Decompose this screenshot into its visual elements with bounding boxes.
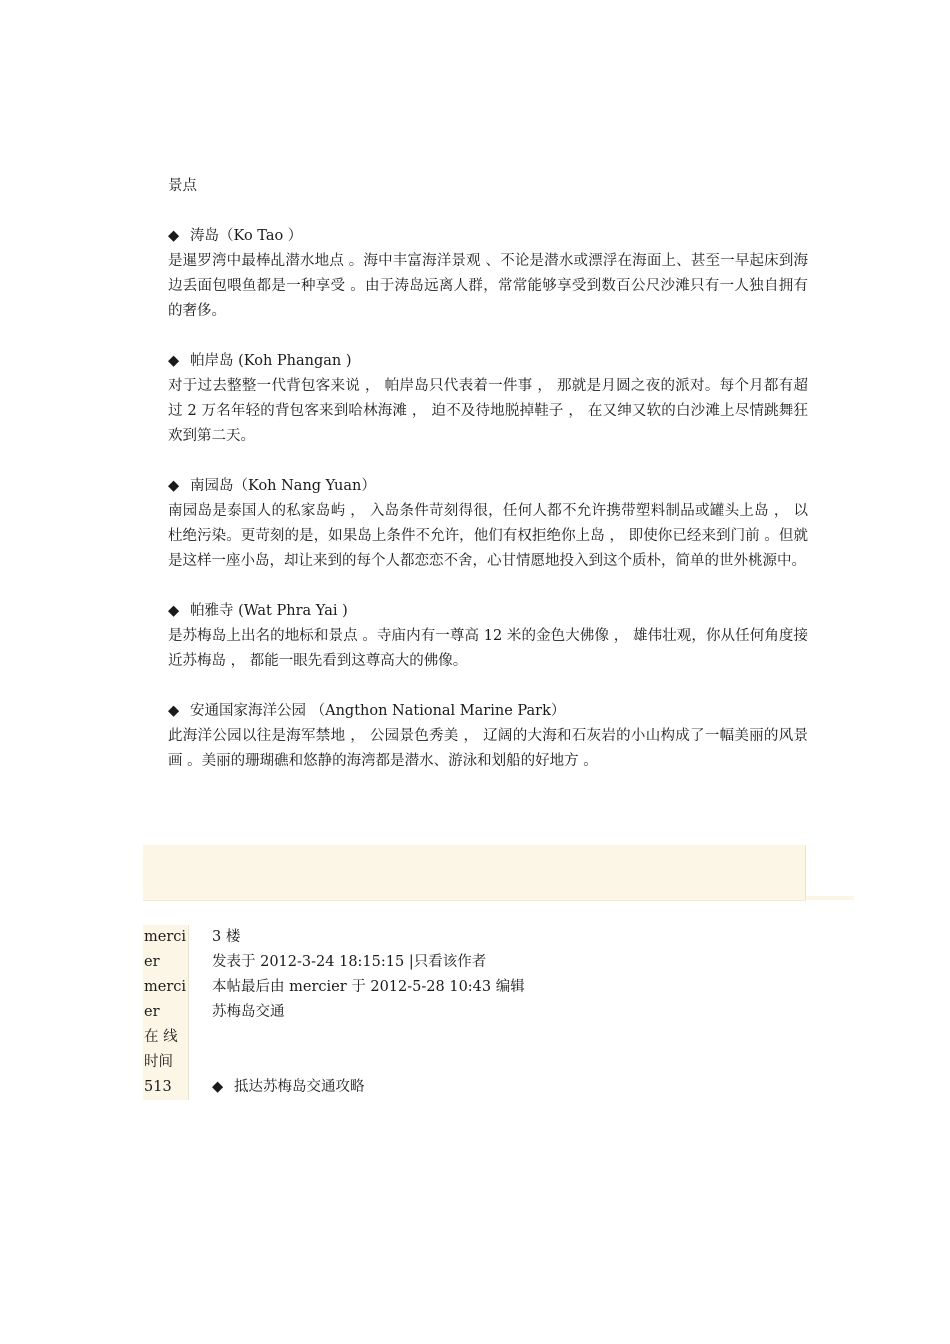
diamond-bullet-icon: ◆ <box>168 703 180 719</box>
edit-notice: 本帖最后由 mercier 于 2012-5-28 10:43 编辑 <box>212 979 525 995</box>
post-heading: ◆ 抵达苏梅岛交通攻略 <box>212 1075 812 1100</box>
diamond-bullet-icon: ◆ <box>168 228 180 244</box>
post-subject: 苏梅岛交通 <box>212 1004 285 1020</box>
author-name-cont[interactable]: er <box>144 954 160 970</box>
online-time-label: 在 线 <box>144 1029 178 1045</box>
attraction-description: 南园岛是泰国人的私家岛屿 ， 入岛条件苛刻得很，任何人都不允许携带塑料制品或罐头上岛 ， 以杜绝污染。更苛刻的是，如果岛上条件不允许，他们有权拒绝你上岛 ， 即使你已经来到门前 。但就是这样一座小岛，却让来到的每个人都恋恋不舍，心甘情愿地投入到这个质朴，简单的世外桃源中。 <box>168 503 808 569</box>
diamond-bullet-icon: ◆ <box>212 1079 224 1095</box>
post-divider-band <box>143 845 806 901</box>
section-title: 景点 <box>168 178 197 194</box>
attraction-title: ◆ 帕岸岛 (Koh Phangan ) <box>168 349 808 374</box>
attraction-koh-nang-yuan <box>168 474 808 574</box>
post-divider-band-tail <box>806 896 854 900</box>
diamond-bullet-icon: ◆ <box>168 603 180 619</box>
attraction-title: ◆ 安通国家海洋公园 （Angthon National Marine Park） <box>168 699 808 724</box>
diamond-bullet-icon: ◆ <box>168 478 180 494</box>
attraction-title: ◆ 帕雅寺 (Wat Phra Yai ) <box>168 599 808 624</box>
attraction-title: ◆ 涛岛（Ko Tao ） <box>168 224 808 249</box>
author-sidebar <box>143 925 189 1100</box>
attraction-angthong-park <box>168 699 808 774</box>
diamond-bullet-icon: ◆ <box>168 353 180 369</box>
post-meta: 发表于 2012-3-24 18:15:15 |只看该作者 <box>212 954 487 970</box>
article-content <box>168 174 808 774</box>
author-name-cont[interactable]: er <box>144 1004 160 1020</box>
online-time-value: 513 <box>144 1079 172 1095</box>
author-name[interactable]: merci <box>144 979 187 995</box>
post-body <box>212 925 812 1100</box>
floor-number[interactable]: 3 楼 <box>212 929 241 945</box>
online-time-label-cont: 时间 <box>144 1054 173 1070</box>
attraction-description: 对于过去整整一代背包客来说 ， 帕岸岛只代表着一件事 ， 那就是月圆之夜的派对。每个月都有超过 2 万名年轻的背包客来到哈林海滩 ， 迫不及待地脱掉鞋子 ， 在又绅又软的白沙滩上尽情跳舞狂欢到第二天。 <box>168 378 808 444</box>
attraction-description: 是暹罗湾中最棒乩潜水地点 。海中丰富海洋景观 、不论是潜水或漂浮在海面上、甚至一早起床到海边丢面包喂鱼都是一种享受 。由于涛岛远离人群，常常能够享受到数百公尺沙滩只有一人独自拥有的奢侈。 <box>168 253 808 319</box>
attraction-title: ◆ 南园岛（Koh Nang Yuan） <box>168 474 808 499</box>
attraction-wat-phra-yai <box>168 599 808 674</box>
attraction-description: 此海洋公园以往是海军禁地 ， 公园景色秀美 ， 辽阔的大海和石灰岩的小山构成了一幅美丽的风景画 。美丽的珊瑚礁和悠静的海湾都是潜水、游泳和划船的好地方 。 <box>168 728 808 769</box>
attraction-description: 是苏梅岛上出名的地标和景点 。寺庙内有一尊高 12 米的金色大佛像 ， 雄伟壮观，你从任何角度接近苏梅岛 ， 都能一眼先看到这尊高大的佛像。 <box>168 628 808 669</box>
author-name[interactable]: merci <box>144 929 187 945</box>
attraction-ko-tao <box>168 224 808 324</box>
attraction-koh-phangan <box>168 349 808 449</box>
